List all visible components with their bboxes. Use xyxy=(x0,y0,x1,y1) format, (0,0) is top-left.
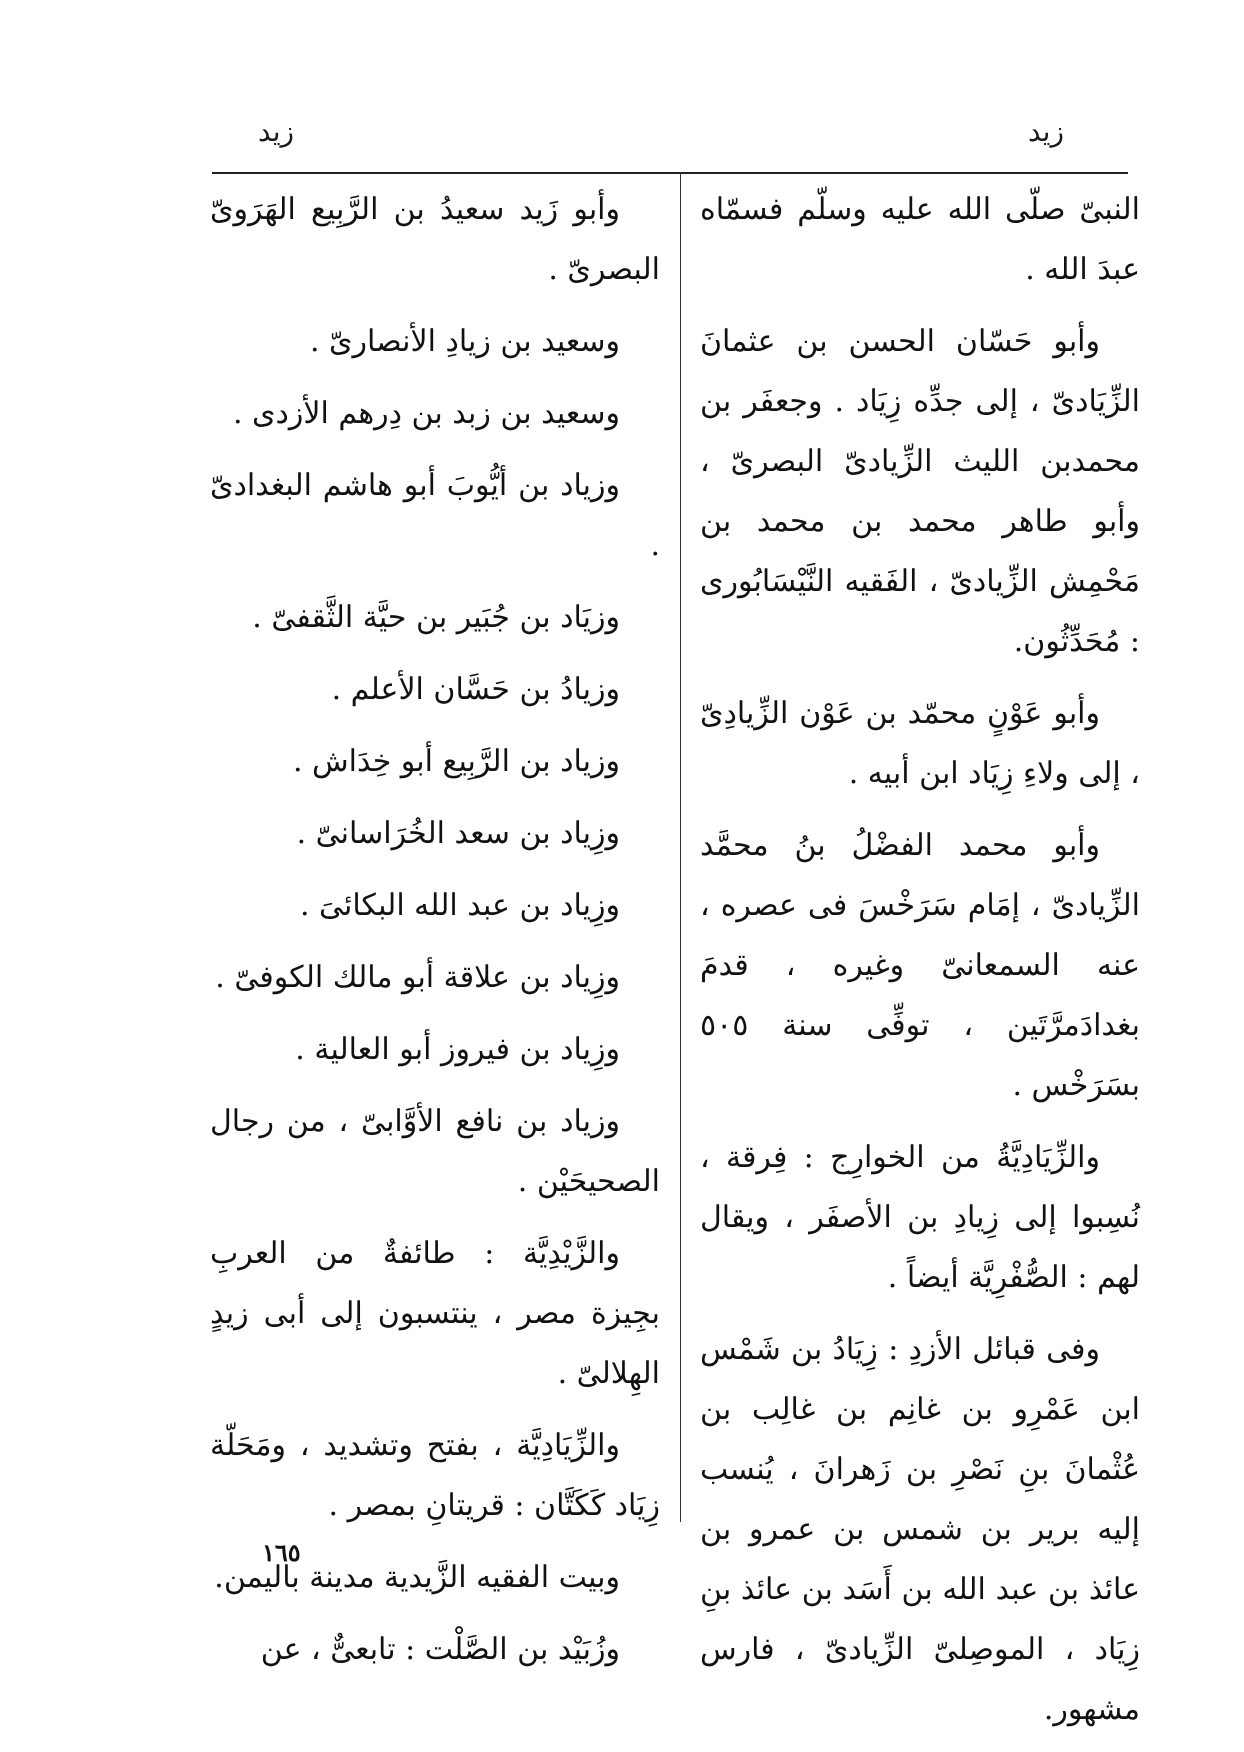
paragraph: وزِياد بن فيروز أبو العالية . xyxy=(295,1032,620,1067)
paragraph: وزياد بن أيُّوبَ أبو هاشم البغدادىّ . xyxy=(210,468,660,563)
page-number: ١٦٥ xyxy=(262,1538,301,1567)
paragraph: والزِّيَادِيَّة ، بفتح وتشديد ، ومَحَلّة زِيَاد كَكَتَّان : قريتانِ بمصر . xyxy=(210,1428,660,1523)
paragraph: وزُبَيْد بن الصَّلْت : تابعىٌّ ، عن xyxy=(260,1632,620,1667)
paragraph: وزِياد بن علاقة أبو مالك الكوفىّ . xyxy=(215,960,620,995)
paragraph: وأبو زَيد سعيدُ بن الرَّبِيع الهَرَوىّ البصرىّ . xyxy=(210,192,660,287)
paragraph: وسعيد بن زبد بن دِرهم الأزدى . xyxy=(232,396,620,431)
right-column xyxy=(700,180,1140,1752)
paragraph: وأبو محمد الفضْلُ بنُ محمَّد الزِّيادىّ ، إمَام سَرَخْسَ فى عصره ، عنه السمعانىّ وغيره ، قدمَ بغدادَمرَّتَين ، توفِّى سنة ٥٠٥ بسَرَخْس . xyxy=(700,828,1140,1103)
left-column xyxy=(210,180,660,1692)
paragraph: وزيادُ بن حَسَّان الأعلم . xyxy=(331,672,620,707)
paragraph: وزِياد بن سعد الخُرَاسانىّ . xyxy=(296,816,620,851)
column-divider xyxy=(680,172,681,1522)
paragraph: وزياد بن الرَّبِيع أبو خِدَاش . xyxy=(292,744,620,779)
paragraph: وأبو عَوْنٍ محمّد بن عَوْن الزِّيادِىّ ، إلى ولاءِ زِيَاد ابن أبيه . xyxy=(700,696,1140,791)
paragraph: والزَّيْدِيَّة : طائفةٌ من العربِ بجِيزة مصر ، ينتسبون إلى أبى زيدٍ الهِلالىّ . xyxy=(210,1236,660,1391)
paragraph: وزياد بن نافع الأوَّابىّ ، من رجال الصحيحَيْن . xyxy=(210,1104,660,1199)
paragraph: وسعيد بن زيادِ الأنصارىّ . xyxy=(309,324,620,359)
running-head-left: زيد xyxy=(258,115,295,148)
header-rule xyxy=(212,172,1128,174)
paragraph: وزيَاد بن جُبَير بن حيَّة الثَّقفىّ . xyxy=(252,600,620,635)
paragraph: وأبو حَسّان الحسن بن عثمانَ الزِّيَادىّ ، إلى جدِّه زِيَاد . وجعفَر بن محمدبن الليث الزِّيادىّ البصرىّ ، وأبو طاهر محمد بن محمد بن مَحْمِش الزِّيادىّ ، الفَقيه النَّيْسَابُورى : مُحَدِّثُون. xyxy=(700,324,1140,659)
paragraph: النبىّ صلّى الله عليه وسلّم فسمّاه عبدَ الله . xyxy=(700,192,1140,287)
running-head-right: زيد xyxy=(1027,115,1064,148)
paragraph: وبيت الفقيه الزَّيدية مدينة باليمن. xyxy=(214,1560,620,1595)
paragraph: وفى قبائل الأزدِ : زِيَادُ بن شَمْس ابن عَمْرِو بن غانِم بن غالِب بن عُثْمانَ بنِ نَصْرِ بن زَهرانَ ، يُنسب إليه برير بن شمس بن عمرو بن عائذ بن عبد الله بن أَسَد بن عائذ بنِ زِيَاد ، الموصِلىّ الزِّيادىّ ، فارس مشهور. xyxy=(700,1332,1140,1727)
paragraph: والزِّيَادِيَّةُ من الخوارِج : فِرقة ، نُسِبوا إلى زِيادِ بن الأصفَر ، ويقال لهم : الصُّفْرِيَّة أيضاً . xyxy=(700,1140,1140,1295)
paragraph: وزِياد بن عبد الله البكائىَ . xyxy=(299,888,620,923)
